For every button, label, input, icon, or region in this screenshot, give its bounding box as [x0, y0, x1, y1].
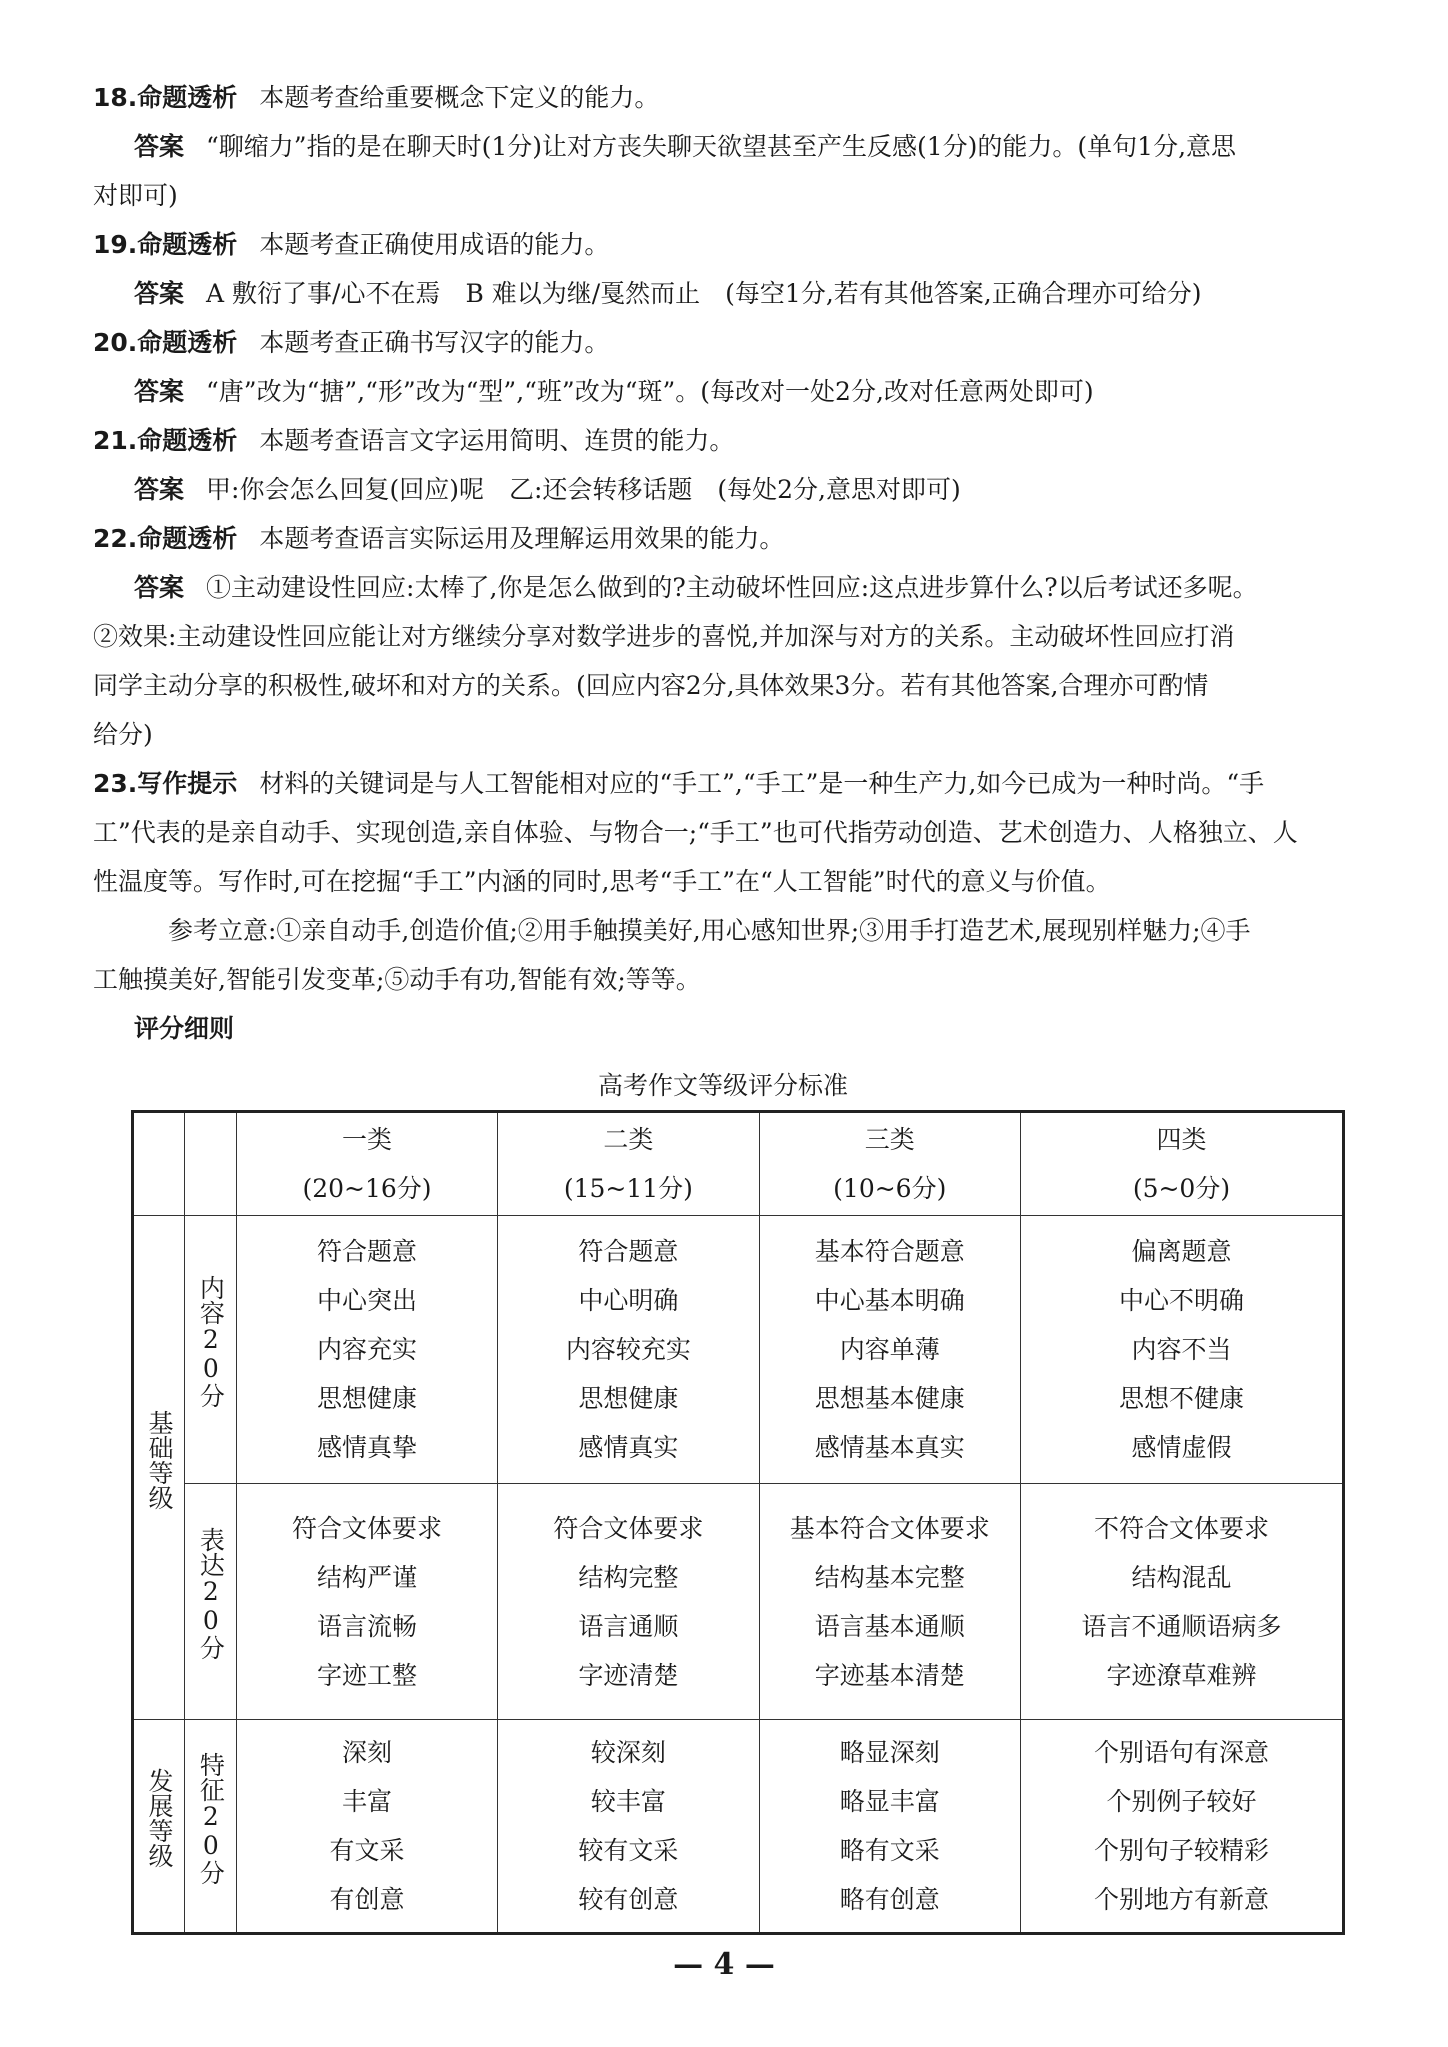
header-empty	[184, 1112, 236, 1216]
cell	[498, 1216, 759, 1484]
scoring-table	[131, 1110, 1345, 1935]
cell-line: 结构基本完整	[814, 1562, 965, 1592]
cell-line: 较丰富	[590, 1787, 666, 1816]
answer-continuation: 对即可)	[93, 181, 178, 210]
sub-label-text: 表达20分	[196, 1527, 226, 1660]
sub-label-text: 特征20分	[196, 1751, 226, 1885]
group-label-text: 基础等级	[144, 1409, 174, 1510]
analysis-tag: 命题透析	[137, 328, 238, 357]
table-row-expression	[133, 1484, 1344, 1720]
cell-line: 语言不通顺语病多	[1081, 1611, 1282, 1641]
cell-line: 符合文体要求	[292, 1513, 443, 1543]
answer-tag: 答案	[134, 132, 185, 161]
cell	[1020, 1484, 1343, 1720]
writing-tip-line: 工”代表的是亲自动手、实现创造,亲自体验、与物合一;“手工”也可代指劳动创造、艺术创造力、人格独立、人	[93, 818, 1298, 847]
cell-line: 字迹工整	[317, 1660, 418, 1690]
cell-line: 思想不健康	[1118, 1384, 1244, 1413]
analysis-text: 本题考查正确书写汉字的能力。	[259, 328, 610, 357]
sub-label-expression	[184, 1484, 236, 1720]
cell-line: 个别句子较精彩	[1093, 1836, 1269, 1865]
cell-line: 符合文体要求	[553, 1513, 704, 1543]
analysis-text: 本题考查正确使用成语的能力。	[259, 230, 610, 259]
analysis-tag: 命题透析	[137, 83, 238, 112]
answer-continuation: 给分)	[93, 720, 153, 749]
question-number: 19.	[93, 230, 138, 259]
cell-line: 个别地方有新意	[1093, 1885, 1269, 1914]
question-21-answer	[93, 465, 1353, 514]
question-number: 18.	[93, 83, 138, 112]
cell	[1020, 1720, 1343, 1934]
analysis-tag: 命题透析	[137, 230, 238, 259]
header-name: 三类	[864, 1125, 915, 1154]
cell-line: 中心明确	[578, 1286, 679, 1315]
cell-line: 内容单薄	[839, 1335, 940, 1364]
cell-line: 偏离题意	[1131, 1237, 1232, 1266]
cell-line: 字迹清楚	[578, 1660, 679, 1690]
question-22-header	[93, 514, 1353, 563]
cell-line: 内容较充实	[565, 1335, 691, 1364]
cell-line: 思想基本健康	[814, 1384, 965, 1413]
cell	[759, 1216, 1020, 1484]
cell-line: 略显丰富	[839, 1787, 940, 1816]
cell-line: 感情真挚	[317, 1433, 418, 1462]
analysis-tag: 命题透析	[137, 524, 238, 553]
answer-line: “唐”改为“搪”,“形”改为“型”,“班”改为“斑”。(每改对一处2分,改对任意两处即可)	[206, 377, 1094, 406]
group-label-development	[133, 1720, 185, 1934]
cell	[498, 1720, 759, 1934]
analysis-text: 本题考查给重要概念下定义的能力。	[259, 83, 660, 112]
answer-line: ①主动建设性回应:太棒了,你是怎么做到的?主动破坏性回应:这点进步算什么?以后考试还多呢。	[206, 573, 1258, 602]
cell-line: 结构完整	[578, 1562, 679, 1592]
reference-idea-line: 工触摸美好,智能引发变革;⑤动手有功,智能有效;等等。	[93, 965, 701, 994]
page-number: — 4 —	[673, 1947, 775, 1982]
content	[93, 73, 1353, 1116]
question-number: 21.	[93, 426, 138, 455]
cell	[236, 1484, 497, 1720]
header-class-2	[498, 1112, 759, 1216]
cell-line: 略有文采	[839, 1836, 940, 1865]
question-number: 22.	[93, 524, 138, 553]
rubric-title: 评分细则	[134, 1014, 235, 1043]
header-class-4	[1020, 1112, 1343, 1216]
cell-line: 字迹基本清楚	[814, 1660, 965, 1690]
cell-line: 丰富	[342, 1787, 393, 1816]
header-name: 二类	[603, 1125, 654, 1154]
cell-line: 感情真实	[578, 1433, 679, 1462]
answer-line: 甲:你会怎么回复(回应)呢 乙:还会转移话题 (每处2分,意思对即可)	[206, 475, 961, 504]
cell-line: 较有文采	[578, 1836, 679, 1865]
answer-line: A 敷衍了事/心不在焉 B 难以为继/戛然而止 (每空1分,若有其他答案,正确合理亦可给分)	[206, 279, 1202, 308]
question-number: 23.	[93, 769, 138, 798]
cell-line: 较深刻	[590, 1738, 666, 1767]
analysis-text: 本题考查语言实际运用及理解运用效果的能力。	[259, 524, 785, 553]
cell-line: 不符合文体要求	[1093, 1513, 1269, 1543]
cell-line: 思想健康	[317, 1384, 418, 1413]
cell-line: 结构严谨	[317, 1562, 418, 1592]
cell-line: 略有创意	[839, 1885, 940, 1914]
sub-label-feature	[184, 1720, 236, 1934]
cell-line: 个别语句有深意	[1093, 1738, 1269, 1767]
question-19-header	[93, 220, 1353, 269]
header-range: (20~16分)	[302, 1174, 432, 1203]
cell-line: 语言通顺	[578, 1611, 679, 1641]
answer-continuation: ②效果:主动建设性回应能让对方继续分享对数学进步的喜悦,并加深与对方的关系。主动破坏性回应打消	[93, 622, 1235, 651]
writing-tip-line: 材料的关键词是与人工智能相对应的“手工”,“手工”是一种生产力,如今已成为一种时尚。“手	[259, 769, 1265, 798]
answer-tag: 答案	[134, 573, 185, 602]
question-21-header	[93, 416, 1353, 465]
header-empty	[133, 1112, 185, 1216]
cell-line: 个别例子较好	[1106, 1787, 1257, 1816]
question-19-answer	[93, 269, 1353, 318]
cell-line: 字迹潦草难辨	[1106, 1660, 1257, 1690]
question-number: 20.	[93, 328, 138, 357]
cell-line: 略显深刻	[839, 1738, 940, 1767]
cell-line: 符合题意	[578, 1237, 679, 1266]
sub-label-text: 内容20分	[196, 1275, 226, 1408]
header-range: (5~0分)	[1132, 1174, 1231, 1203]
cell-line: 内容充实	[317, 1335, 418, 1364]
reference-idea-line: 参考立意:①亲自动手,创造价值;②用手触摸美好,用心感知世界;③用手打造艺术,展现别样魅力;④手	[168, 916, 1251, 945]
cell-line: 感情基本真实	[814, 1433, 965, 1462]
cell	[236, 1720, 497, 1934]
question-23-header	[93, 759, 1353, 808]
header-range: (10~6分)	[833, 1174, 947, 1203]
analysis-text: 本题考查语言文字运用简明、连贯的能力。	[259, 426, 735, 455]
answer-tag: 答案	[134, 279, 185, 308]
cell-line: 语言基本通顺	[814, 1611, 965, 1641]
cell-line: 内容不当	[1131, 1335, 1232, 1364]
cell-line: 符合题意	[317, 1237, 418, 1266]
cell-line: 基本符合文体要求	[789, 1513, 990, 1543]
question-18-header	[93, 73, 1353, 122]
cell-line: 有创意	[329, 1885, 405, 1914]
header-name: 一类	[342, 1125, 393, 1154]
header-range: (15~11分)	[563, 1174, 693, 1203]
header-class-3	[759, 1112, 1020, 1216]
table-title: 高考作文等级评分标准	[597, 1071, 848, 1100]
cell	[759, 1484, 1020, 1720]
cell-line: 结构混乱	[1131, 1562, 1232, 1592]
cell	[236, 1216, 497, 1484]
question-18-answer	[93, 122, 1353, 171]
cell-line: 语言流畅	[317, 1611, 418, 1641]
cell-line: 感情虚假	[1131, 1433, 1232, 1462]
sub-label-content	[184, 1216, 236, 1484]
table-row-feature	[133, 1720, 1344, 1934]
question-22-answer	[93, 563, 1353, 612]
answer-tag: 答案	[134, 377, 185, 406]
writing-tip-tag: 写作提示	[137, 769, 238, 798]
header-class-1	[236, 1112, 497, 1216]
group-label-basic	[133, 1216, 185, 1720]
cell-line: 基本符合题意	[814, 1237, 965, 1266]
cell-line: 思想健康	[578, 1384, 679, 1413]
cell	[759, 1720, 1020, 1934]
table-header-row	[133, 1112, 1344, 1216]
question-20-header	[93, 318, 1353, 367]
cell-line: 较有创意	[578, 1885, 679, 1914]
group-label-text: 发展等级	[144, 1768, 174, 1868]
cell	[498, 1484, 759, 1720]
cell-line: 深刻	[342, 1738, 393, 1767]
answer-continuation: 同学主动分享的积极性,破坏和对方的关系。(回应内容2分,具体效果3分。若有其他答案,合理亦可酌情	[93, 671, 1209, 700]
cell-line: 中心不明确	[1118, 1286, 1244, 1315]
question-20-answer	[93, 367, 1353, 416]
answer-tag: 答案	[134, 475, 185, 504]
cell-line: 有文采	[329, 1836, 405, 1865]
table-row-content	[133, 1216, 1344, 1484]
cell	[1020, 1216, 1343, 1484]
analysis-tag: 命题透析	[137, 426, 238, 455]
cell-line: 中心基本明确	[814, 1286, 965, 1315]
cell-line: 中心突出	[317, 1286, 418, 1315]
writing-tip-line: 性温度等。写作时,可在挖掘“手工”内涵的同时,思考“手工”在“人工智能”时代的意义与价值。	[93, 867, 1111, 896]
header-name: 四类	[1156, 1125, 1207, 1154]
answer-line: “聊缩力”指的是在聊天时(1分)让对方丧失聊天欲望甚至产生反感(1分)的能力。(单句1分,意思	[206, 132, 1237, 161]
